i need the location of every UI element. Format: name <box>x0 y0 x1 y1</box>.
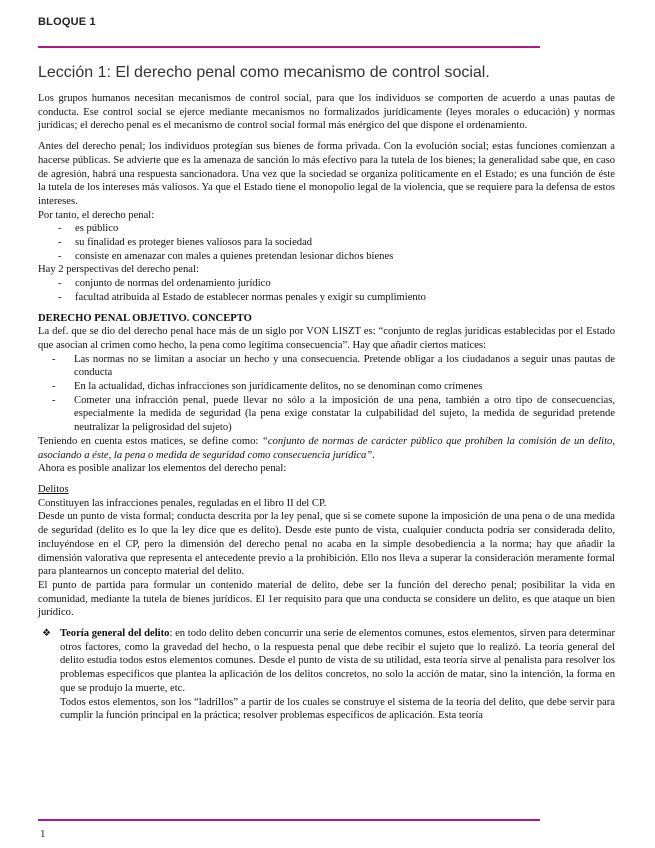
delitos-paragraph-2: Desde un punto de vista formal; conducta descrita por la ley penal, que si se comete supone la imposición de una pena o de una medida de seguridad (delito es lo que la ley dice que es delito). Desde este punto de vista, cualquier conducta podría ser considerada delito, incluyéndose en el CP, pero la dimensión del derecho penal no acaba en la simple desobediencia a la norma; hay que añadir la dimensión valorativa que representa el antecedente previo a la prohibición. Ello nos lleva a superar la consideración meramente formal para plantearnos un concepto material del delito. <box>38 511 615 578</box>
matices-list <box>38 353 615 435</box>
teoria-text: : en todo delito deben concurrir una serie de elementos comunes, estos elementos, sirven para determinar otros factores, como la gravedad del hecho, o la respuesta penal que debe recibir el sujeto que lo realizó. La teoría general del delito estudia todos estos elementos comunes. Desde el punto de vista de su utilidad, esta teoría sirve al penalista para resolver los problemas específicos que plantea la aplicación de los delitos concretos, no solo la acción de matar, sino la intención, la forma en que se produjo la muerte, etc. <box>60 628 615 694</box>
lesson-title: Lección 1: El derecho penal como mecanismo de control social. <box>38 64 490 81</box>
list-item: - consiste en amenazar con males a quienes pretendan lesionar dichos bienes <box>38 250 615 264</box>
diamond-bullet-icon: ❖ <box>42 628 51 640</box>
running-header: BLOQUE 1 <box>38 16 96 28</box>
teoria-label: Teoría general del delito <box>60 628 170 640</box>
definition-end: . <box>372 449 375 461</box>
delitos-paragraph-3: El punto de partida para formular un contenido material de delito, debe ser la función del derecho penal; posibilitar la vida en comunidad, mediante la tutela de bienes jurídicos. El 1er requisito para que una conducta se considere un delito, es que ataque un bien jurídico. <box>38 579 615 619</box>
document-body <box>38 92 615 723</box>
objetivo-paragraph-3: Ahora es posible analizar los elementos del derecho penal: <box>38 463 287 475</box>
list-item: - Cometer una infracción penal, puede llevar no sólo a la imposición de una pena, también a otro tipo de consecuencias, especialmente la medida de seguridad (la pena exige constatar la culpabilidad del sujeto, la medida de seguridad pretende neutralizar la peligrosidad del sujeto) <box>38 394 615 435</box>
list-item: - su finalidad es proteger bienes valiosos para la sociedad <box>38 236 615 250</box>
intro-paragraph-3: Por tanto, el derecho penal: <box>38 209 155 221</box>
perspectives-list <box>38 277 615 304</box>
footer-rule <box>38 819 540 821</box>
teoria-paragraph-2: Todos estos elementos, son los “ladrillos” a partir de los cuales se construye el sistema de la teoría del delito, que debe servir para cumplir la función principal en la práctica; resolver problemas específicos de aplicación. Esta teoría <box>60 696 615 722</box>
intro-paragraph-1: Los grupos humanos necesitan mecanismos de control social, para que los individuos se comporten de acuerdo a unas pautas de conducta. Ese control social se ejerce mediante mecanismos no formalizados jurídicamente (leyes morales o educación) y normas jurídicas; el derecho penal es el mecanismo de control social formal más enérgico del que dispone el ordenamiento. <box>38 93 615 132</box>
derecho-penal-features-list <box>38 222 615 263</box>
delitos-paragraph-1: Constituyen las infracciones penales, reguladas en el libro II del CP. <box>38 497 327 509</box>
intro-paragraph-4: Hay 2 perspectivas del derecho penal: <box>38 264 199 276</box>
teoria-bullet-item <box>38 627 615 696</box>
list-item: - En la actualidad, dichas infracciones son jurídicamente delitos, no se denominan como crímenes <box>38 380 615 394</box>
list-item: - es público <box>38 222 615 236</box>
definition-text: “conjunto de normas de carácter público que prohíben la comisión de un delito, asociando a éste, la pena o medida de seguridad como consecuencia jurídica” <box>38 435 615 461</box>
intro-paragraph-2: Antes del derecho penal; los individuos protegían sus bienes de forma privada. Con la evolución social; estas funciones comienzan a hacerse públicas. Se advierte que es la amenaza de sanción lo más efectivo para la tutela de los bienes; la generalidad sabe que, en caso de agresión, habrá una respuesta sancionadora. Una vez que la sociedad se organiza políticamente en el Estado; es una función de éste la tutela de los intereses más valiosos. Ya que el Estado tiene el monopolio legal de la violencia, que se requiere para la defensa de estos intereses. <box>38 141 615 207</box>
section-heading-objetivo: DERECHO PENAL OBJETIVO. CONCEPTO <box>38 312 252 324</box>
objetivo-paragraph-2 <box>38 435 615 462</box>
header-rule <box>38 46 540 48</box>
page-number: 1 <box>40 828 46 840</box>
list-item: - facultad atribuida al Estado de establecer normas penales y exigir su cumplimiento <box>38 291 615 305</box>
list-item: - conjunto de normas del ordenamiento jurídico <box>38 277 615 291</box>
definition-intro: Teniendo en cuenta estos matices, se define como: <box>38 435 262 447</box>
objetivo-paragraph-1: La def. que se dio del derecho penal hace más de un siglo por VON LISZT es: “conjunto de reglas jurídicas establecidas por el Estado que asocian al crimen como hecho, la pena como legítima consecuencia”. Hay que añadir ciertos matices: <box>38 326 615 351</box>
list-item: - Las normas no se limitan a asociar un hecho y una consecuencia. Pretende obligar a los ciudadanos a seguir unas pautas de conducta <box>38 353 615 380</box>
section-heading-delitos: Delitos <box>38 483 69 495</box>
